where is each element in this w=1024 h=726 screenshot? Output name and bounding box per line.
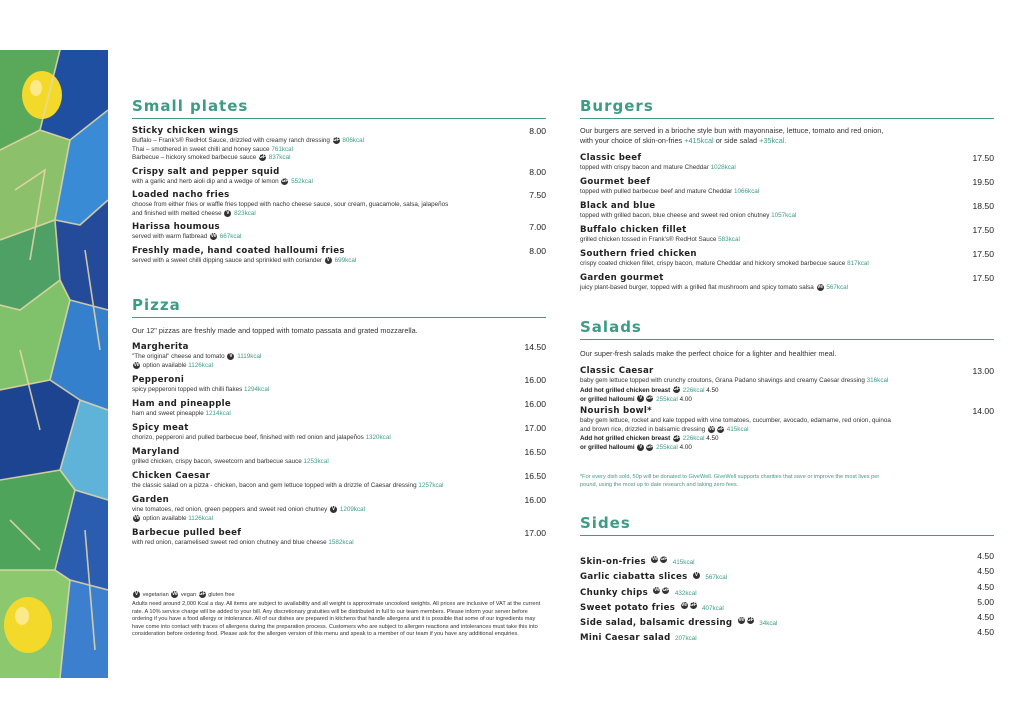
add-on: or grilled halloumi V GF 255kcal 4.00: [580, 395, 692, 403]
menu-item[interactable]: [580, 582, 994, 597]
item-option: Ve option available 1126kcal: [133, 514, 214, 522]
vegan-icon: Ve: [210, 233, 217, 239]
item-desc: served with warm flatbread Ve 667kcal: [132, 233, 242, 241]
vegan-icon: Ve: [738, 617, 745, 624]
item-name: Barbecue pulled beef: [132, 528, 242, 538]
item-name: Chunky chips: [580, 587, 648, 598]
item-desc: choose from either fries or waffle fries topped with nacho cheese sauce, sour cream, guacamole, salsa, jalapeños: [132, 201, 449, 208]
allergen-footer: Adults need around 2,000 Kcal a day. All items are subject to availability and all weight is approximate uncooked weights. All prices are inclusive of VAT at the current rate. A 10% service charge will be added to your bill. Any discretionary gratuities will be distributed in full to our team members. Please inform your server before ordering if you have a food allergy or intolerance. All of our dishes are prepared in kitchens that handle allergens and it is possible that some of our ingredients may have come into contact with traces of allergens during the preparation process. Customers who are subject to allergen reactions and intolerances must take this into consideration before ordering food. Please ask for the allergen version of this menu and speak to a member of our team if you have any additional enquiries.: [132, 601, 541, 638]
item-price: 14.00: [972, 406, 994, 416]
salads-title: Salads: [580, 318, 994, 340]
add-on: Add hot grilled chicken breast GF 226kcal 4.50: [580, 386, 719, 394]
menu-item[interactable]: [132, 528, 546, 552]
burgers-intro: Our burgers are served in a brioche style bun with mayonnaise, lettuce, tomato and red onion, with your choice of skin-on-fries +415kcal or side salad +35kcal.: [580, 126, 884, 145]
item-kcal: 34kcal: [759, 620, 778, 628]
menu-item[interactable]: [132, 246, 546, 268]
pizza-intro: Our 12" pizzas are freshly made and topped with tomato passata and grated mozzarella.: [132, 326, 418, 335]
menu-item[interactable]: [132, 399, 546, 423]
item-desc: vine tomatoes, red onion, green peppers and sweet red onion chutney V 1209kcal: [132, 506, 366, 514]
vegetarian-icon: V: [639, 395, 643, 402]
item-name: Freshly made, hand coated halloumi fries: [132, 246, 345, 256]
item-desc: and brown rice, drizzled in balsamic dressing Ve GF 415kcal: [580, 425, 749, 433]
menu-item[interactable]: [580, 225, 994, 249]
item-price: 16.50: [524, 471, 546, 481]
menu-item[interactable]: [580, 273, 994, 297]
item-name: Mini Caesar salad: [580, 633, 671, 644]
item-desc: topped with grilled bacon, blue cheese and sweet red onion chutney 1057kcal: [580, 212, 797, 219]
item-price: 17.50: [972, 273, 994, 283]
menu-item[interactable]: [580, 597, 994, 612]
vegan-icon: Ve: [133, 514, 140, 521]
item-kcal: 432kcal: [674, 589, 697, 597]
gluten-free-icon: GF: [746, 617, 754, 624]
item-name: Classic beef: [580, 153, 642, 163]
item-kcal: 415kcal: [672, 559, 695, 566]
item-kcal: 407kcal: [702, 604, 724, 612]
gluten-free-icon: GF: [281, 178, 289, 184]
gluten-free-icon: GF: [717, 425, 725, 432]
item-price: 8.00: [529, 167, 546, 177]
menu-item[interactable]: [580, 627, 994, 642]
item-desc: Buffalo – Frank's® RedHot Sauce, drizzled with creamy ranch dressing GF 806kcal: [132, 137, 365, 145]
gluten-free-icon: GF: [689, 602, 697, 609]
vegetarian-icon: V: [326, 257, 330, 263]
item-price: 4.50: [977, 551, 994, 561]
vegan-icon: Ve: [171, 591, 178, 597]
item-name: Garden gourmet: [580, 273, 664, 283]
item-desc: and finished with melted cheese V 823kcal: [132, 209, 256, 217]
mosaic-image: [0, 50, 108, 678]
gluten-free-icon: GF: [198, 591, 206, 597]
vegetarian-icon: V: [639, 444, 643, 450]
item-name: Classic Caesar: [580, 366, 654, 376]
item-price: 18.50: [972, 201, 994, 211]
gluten-free-icon: GF: [673, 435, 680, 441]
item-price: 8.00: [529, 126, 546, 136]
vegetarian-icon: V: [134, 591, 139, 597]
item-price: 7.50: [529, 190, 546, 200]
item-name: Loaded nacho fries: [132, 190, 230, 200]
item-price: 16.50: [524, 447, 546, 457]
menu-item[interactable]: [580, 366, 994, 406]
menu-item[interactable]: [580, 612, 994, 627]
item-option: Ve option available 1126kcal: [133, 361, 214, 369]
menu-item[interactable]: [580, 551, 994, 566]
vegan-icon: Ve: [708, 425, 715, 432]
item-name: Nourish bowl*: [580, 406, 652, 416]
vegan-icon: Ve: [681, 602, 687, 609]
item-desc: chorizo, pepperoni and pulled barbecue beef, finished with red onion and jalapeños 1320kcal: [132, 434, 391, 441]
menu-item[interactable]: [580, 201, 994, 225]
item-price: 4.50: [977, 612, 994, 623]
gluten-free-icon: GF: [662, 586, 670, 593]
menu-item[interactable]: [580, 406, 994, 468]
menu-item[interactable]: [132, 222, 546, 246]
item-desc: grilled chicken tossed in Frank's® RedHot Sauce 583kcal: [580, 236, 740, 243]
item-name: Margherita: [132, 342, 189, 352]
menu-item[interactable]: [132, 342, 546, 375]
item-desc: Thai – smothered in sweet chilli and honey sauce 761kcal: [132, 145, 294, 153]
item-desc: baby gem lettuce topped with crunchy croutons, Grana Padano shavings and creamy Caesar dressing 316kcal: [580, 377, 889, 384]
burgers-title: Burgers: [580, 97, 994, 119]
item-desc: served with a sweet chilli dipping sauce and sprinkled with coriander V 699kcal: [132, 257, 357, 265]
item-price: 17.50: [972, 249, 994, 259]
menu-item[interactable]: [132, 495, 546, 528]
item-desc: spicy pepperoni topped with chilli flakes 1294kcal: [132, 386, 270, 393]
item-name: Sweet potato fries: [580, 602, 676, 613]
menu-item[interactable]: [580, 566, 994, 581]
item-desc: crispy coated chicken fillet, crispy bacon, mature Cheddar and hickory smoked barbecue sauce 817kcal: [580, 260, 869, 267]
vegan-icon: Ve: [651, 556, 658, 563]
vegan-icon: Ve: [817, 284, 823, 290]
item-desc: juicy plant-based burger, topped with a grilled flat mushroom and spicy tomato salsa Ve 567kcal: [580, 284, 849, 292]
item-kcal: 207kcal: [675, 635, 697, 643]
dietary-legend: V vegetarian Ve vegan GF gluten free: [134, 591, 235, 598]
item-price: 16.00: [524, 495, 546, 505]
item-name: Crispy salt and pepper squid: [132, 167, 280, 177]
item-price: 17.50: [972, 225, 994, 235]
small-plates-title: Small plates: [132, 97, 546, 119]
vegetarian-icon: V: [331, 506, 336, 512]
item-price: 16.00: [524, 375, 546, 385]
vegetarian-icon: V: [694, 571, 699, 578]
item-name: Black and blue: [580, 201, 656, 211]
menu-item[interactable]: [580, 153, 994, 177]
vegan-icon: Ve: [133, 361, 140, 368]
gluten-free-icon: GF: [259, 154, 266, 161]
sides-title: Sides: [580, 514, 994, 536]
salads-list: [580, 366, 994, 489]
salads-intro: Our super-fresh salads make the perfect choice for a lighter and healthier meal.: [580, 349, 837, 358]
item-name: Skin-on-fries: [580, 557, 646, 567]
menu-item[interactable]: [132, 190, 546, 222]
add-on: Add hot grilled chicken breast GF 226kcal 4.50: [580, 435, 719, 443]
item-price: 14.50: [524, 342, 546, 352]
burgers-list: [580, 153, 994, 297]
item-name: Southern fried chicken: [580, 249, 697, 259]
item-price: 4.50: [977, 581, 994, 592]
item-name: Sticky chicken wings: [132, 126, 239, 136]
item-desc: grilled chicken, crispy bacon, sweetcorn and barbecue sauce 1253kcal: [132, 458, 329, 465]
item-name: Gourmet beef: [580, 177, 651, 187]
sides-list: [580, 551, 994, 643]
mosaic-decoration: [0, 50, 108, 678]
item-price: 5.00: [977, 596, 994, 607]
item-name: Maryland: [132, 447, 180, 457]
small-plates-list: [132, 126, 546, 268]
item-desc: with red onion, caramelised sweet red onion chutney and blue cheese 1582kcal: [132, 539, 354, 546]
item-price: 4.50: [977, 566, 994, 577]
vegetarian-icon: V: [229, 353, 233, 359]
item-price: 8.00: [529, 246, 546, 256]
item-price: 17.00: [524, 423, 546, 433]
item-desc: Barbecue – hickory smoked barbecue sauce GF 837kcal: [132, 154, 291, 162]
item-desc: topped with crispy bacon and mature Cheddar 1028kcal: [580, 164, 736, 171]
item-name: Ham and pineapple: [132, 399, 232, 409]
menu-item[interactable]: [132, 471, 546, 495]
item-desc: the classic salad on a pizza - chicken, bacon and gem lettuce topped with a drizzle of Caesar dressing 1257kcal: [132, 482, 444, 489]
item-name: Garlic ciabatta slices: [580, 572, 688, 583]
vegan-icon: Ve: [654, 586, 660, 593]
gluten-free-icon: GF: [646, 444, 654, 450]
gluten-free-icon: GF: [332, 137, 340, 143]
item-kcal: 567kcal: [705, 574, 728, 582]
item-price: 19.50: [972, 177, 994, 187]
item-price: 17.00: [524, 528, 546, 538]
item-price: 7.00: [529, 222, 546, 232]
item-price: 17.50: [972, 153, 994, 163]
item-desc: baby gem lettuce, rocket and kale topped with vine tomatoes, cucumber, avocado, edamame, red onion, quinoa: [580, 417, 891, 424]
menu-item[interactable]: [580, 177, 994, 201]
item-desc: topped with pulled barbecue beef and mature Cheddar 1066kcal: [580, 188, 760, 195]
item-name: Chicken Caesar: [132, 471, 211, 481]
item-price: 4.50: [977, 627, 994, 638]
item-price: 16.00: [524, 399, 546, 409]
menu-item[interactable]: [132, 447, 546, 471]
item-desc: with a garlic and herb aioli dip and a wedge of lemon GF 552kcal: [132, 178, 313, 186]
item-price: 13.00: [972, 366, 994, 376]
item-desc: ham and sweet pineapple 1214kcal: [132, 410, 231, 417]
givewell-note: *For every dish sold, 50p will be donated to GiveWell. GiveWell supports charities that save or improve the most lives per pound, using the most up to date research and taking zero fees.: [580, 474, 880, 488]
item-name: Spicy meat: [132, 423, 189, 433]
menu-item[interactable]: [580, 249, 994, 273]
item-name: Harissa houmous: [132, 222, 220, 232]
item-name: Pepperoni: [132, 375, 185, 385]
gluten-free-icon: GF: [673, 386, 680, 393]
gluten-free-icon: GF: [646, 395, 654, 402]
item-name: Garden: [132, 495, 169, 505]
item-name: Buffalo chicken fillet: [580, 225, 687, 235]
menu-item[interactable]: [132, 423, 546, 447]
menu-item[interactable]: [132, 167, 546, 190]
pizza-title: Pizza: [132, 296, 546, 318]
item-desc: "The original" cheese and tomato V 1119kcal: [132, 353, 262, 361]
item-name: Side salad, balsamic dressing: [580, 618, 733, 629]
menu-item[interactable]: [132, 375, 546, 399]
add-on: or grilled halloumi V GF 255kcal 4.00: [580, 444, 692, 452]
menu-item[interactable]: [132, 126, 546, 167]
vegetarian-icon: V: [226, 209, 230, 216]
gluten-free-icon: GF: [660, 556, 668, 563]
pizza-list: [132, 342, 546, 552]
